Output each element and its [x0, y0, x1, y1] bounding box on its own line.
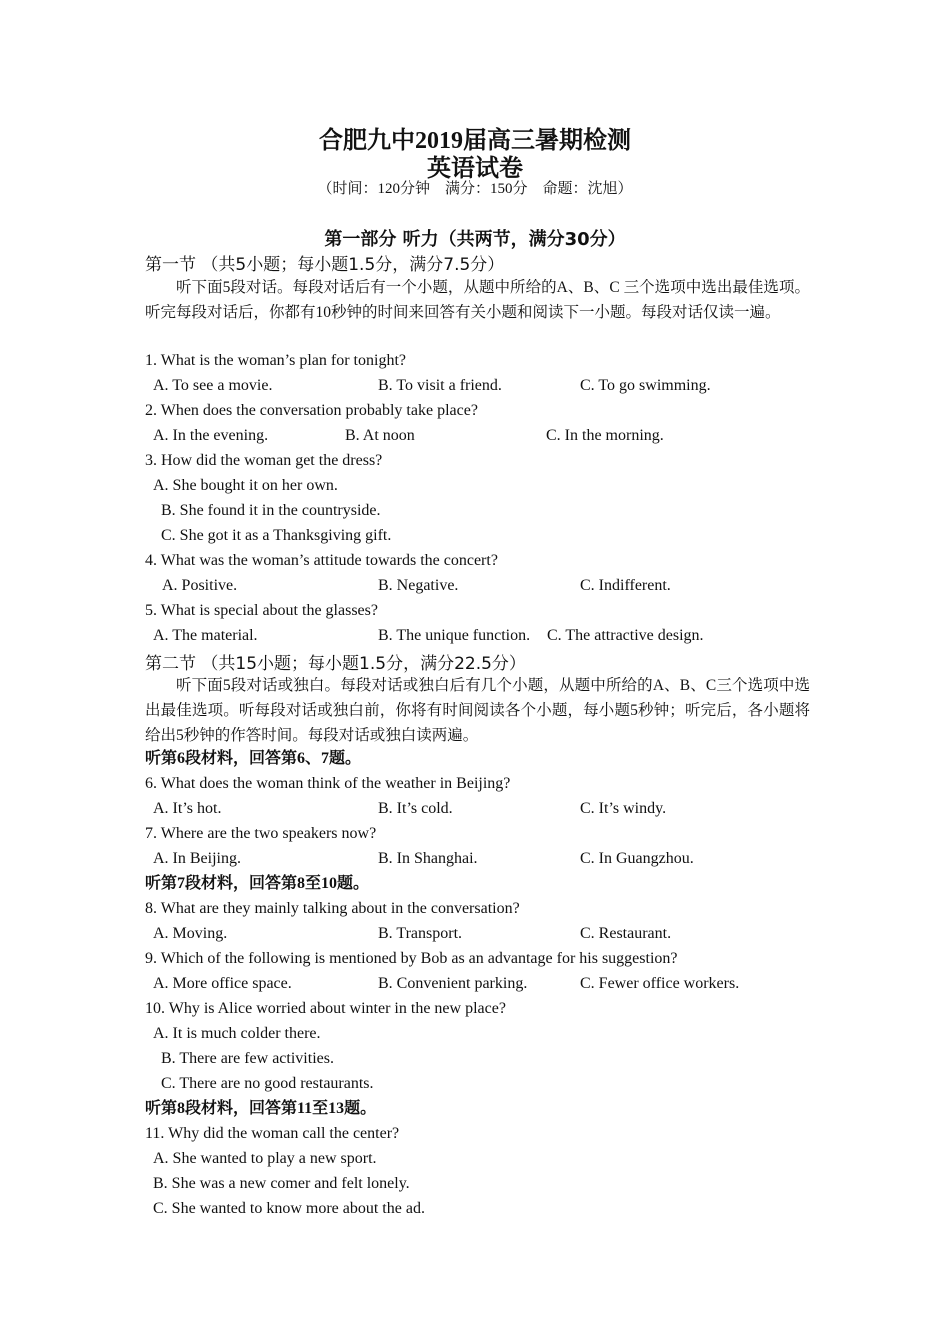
q8-option-a: A. Moving. — [153, 925, 228, 942]
part1-title: 第一部分 听力（共两节，满分30分） — [324, 229, 626, 250]
q7-option-a: A. In Beijing. — [153, 850, 241, 867]
q5-option-c: C. The attractive design. — [547, 627, 704, 644]
q9-option-a: A. More office space. — [153, 975, 292, 992]
q4-option-c: C. Indifferent. — [580, 577, 671, 594]
question-9: 9. Which of the following is mentioned by Bob as an advantage for his suggestion? — [145, 950, 678, 967]
q1-option-a: A. To see a movie. — [153, 377, 273, 394]
q2-option-c: C. In the morning. — [546, 427, 664, 444]
q11-option-a: A. She wanted to play a new sport. — [153, 1150, 377, 1167]
q6-option-c: C. It’s windy. — [580, 800, 667, 817]
question-4: 4. What was the woman’s attitude towards the concert? — [145, 552, 498, 569]
q3-option-a: A. She bought it on her own. — [153, 477, 338, 494]
section2-instructions: 听下面5段对话或独白。每段对话或独白后有几个小题，从题中所给的A、B、C三个选项中选出最佳选项。听每段对话或独白前，你将有时间阅读各个小题，每小题5秒钟；听完后，各小题将给出5秒钟的作答时间。每段对话或独白读两遍。 — [145, 677, 810, 744]
q2-option-b: B. At noon — [345, 427, 415, 444]
q4-option-b: B. Negative. — [378, 577, 459, 594]
question-11: 11. Why did the woman call the center? — [145, 1125, 400, 1142]
exam-title: 合肥九中2019届高三暑期检测 — [319, 128, 631, 154]
section2-title: 第二节 （共15小题；每小题1.5分，满分22.5分） — [145, 654, 526, 674]
exam-subtitle: 英语试卷 — [427, 156, 523, 182]
q8-option-b: B. Transport. — [378, 925, 463, 942]
question-2: 2. When does the conversation probably take place? — [145, 402, 478, 419]
q4-option-a: A. Positive. — [162, 577, 238, 594]
q10-option-a: A. It is much colder there. — [153, 1025, 321, 1042]
q2-option-a: A. In the evening. — [153, 427, 269, 444]
material-7-heading: 听第7段材料，回答第8至10题。 — [145, 875, 370, 892]
question-10: 10. Why is Alice worried about winter in the new place? — [145, 1000, 506, 1017]
q11-option-c: C. She wanted to know more about the ad. — [153, 1200, 425, 1217]
q5-option-a: A. The material. — [153, 627, 258, 644]
q6-option-a: A. It’s hot. — [153, 800, 222, 817]
q11-option-b: B. She was a new comer and felt lonely. — [153, 1175, 410, 1192]
q5-option-b: B. The unique function. — [378, 627, 531, 644]
question-3: 3. How did the woman get the dress? — [145, 452, 383, 469]
q1-option-b: B. To visit a friend. — [378, 377, 502, 394]
question-7: 7. Where are the two speakers now? — [145, 825, 377, 842]
section1-instructions: 听下面5段对话。每段对话后有一个小题，从题中所给的A、B、C 三个选项中选出最佳选项。听完每段对话后，你都有10秒钟的时间来回答有关小题和阅读下一小题。每段对话仅读一遍。 — [145, 279, 810, 321]
q7-option-b: B. In Shanghai. — [378, 850, 478, 867]
question-1: 1. What is the woman’s plan for tonight? — [145, 352, 406, 369]
q1-option-c: C. To go swimming. — [580, 377, 711, 394]
q3-option-b: B. She found it in the countryside. — [161, 502, 381, 519]
q7-option-c: C. In Guangzhou. — [580, 850, 694, 867]
exam-meta: （时间：120分钟 满分：150分 命题：沈旭） — [317, 181, 633, 197]
q6-option-b: B. It’s cold. — [378, 800, 453, 817]
material-8-heading: 听第8段材料，回答第11至13题。 — [145, 1100, 377, 1117]
q9-option-c: C. Fewer office workers. — [580, 975, 740, 992]
question-5: 5. What is special about the glasses? — [145, 602, 378, 619]
question-6: 6. What does the woman think of the weather in Beijing? — [145, 775, 511, 792]
q8-option-c: C. Restaurant. — [580, 925, 672, 942]
q10-option-c: C. There are no good restaurants. — [161, 1075, 374, 1092]
q9-option-b: B. Convenient parking. — [378, 975, 528, 992]
q3-option-c: C. She got it as a Thanksgiving gift. — [161, 527, 392, 544]
question-8: 8. What are they mainly talking about in the conversation? — [145, 900, 520, 917]
q10-option-b: B. There are few activities. — [161, 1050, 334, 1067]
section1-title: 第一节 （共5小题；每小题1.5分，满分7.5分） — [145, 255, 505, 275]
material-6-heading: 听第6段材料，回答第6、7题。 — [145, 750, 362, 767]
